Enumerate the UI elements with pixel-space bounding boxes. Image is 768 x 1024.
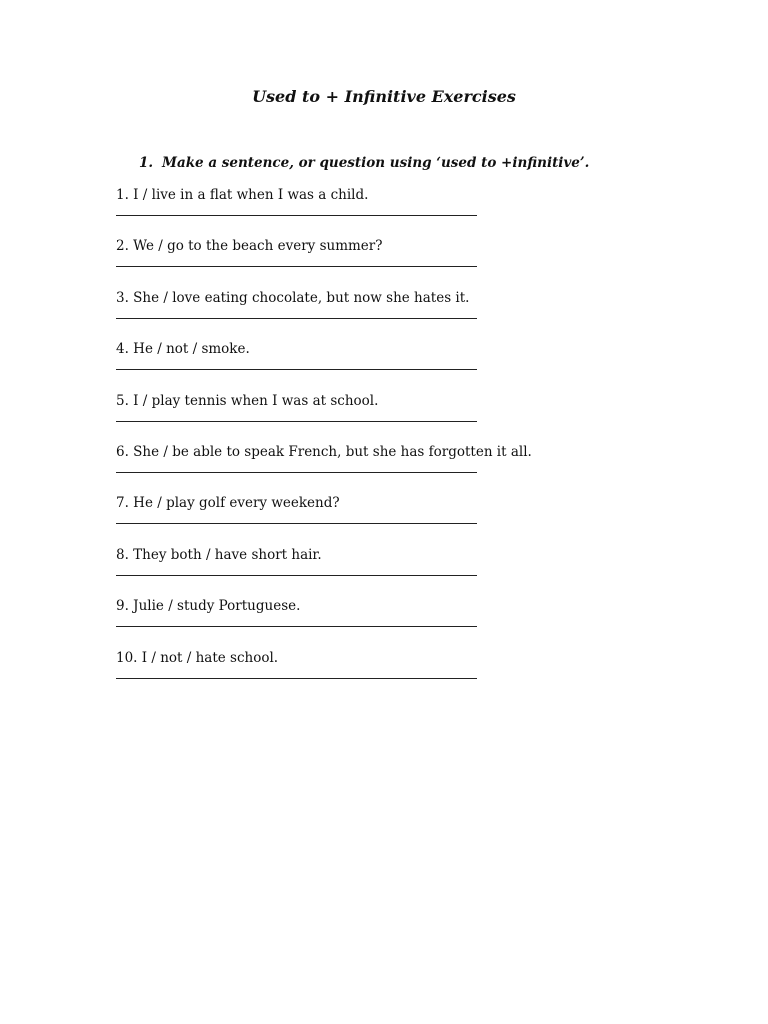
exercise-prompt: 4. He / not / smoke. bbox=[116, 341, 250, 358]
exercise-item bbox=[116, 545, 676, 596]
answer-line[interactable] bbox=[116, 523, 477, 524]
exercise-prompt: 9. Julie / study Portuguese. bbox=[116, 598, 301, 615]
answer-line[interactable] bbox=[116, 369, 477, 370]
exercise-item bbox=[116, 339, 676, 390]
exercise-prompt: 1. I / live in a flat when I was a child. bbox=[116, 187, 369, 203]
exercise-instruction bbox=[139, 153, 589, 173]
exercise-item bbox=[116, 648, 676, 699]
exercise-prompt: 7. He / play golf every weekend? bbox=[116, 495, 340, 512]
exercise-prompt: 3. She / love eating chocolate, but now she hates it. bbox=[116, 289, 470, 306]
worksheet-title: Used to + Infinitive Exercises bbox=[252, 87, 516, 106]
answer-line[interactable] bbox=[116, 421, 477, 422]
exercise-item bbox=[116, 596, 676, 647]
exercise-item bbox=[116, 288, 676, 339]
exercise-item bbox=[116, 236, 676, 287]
exercise-prompt: 10. I / not / hate school. bbox=[116, 649, 279, 666]
instruction-text: Make a sentence, or question using ‘used to +infinitive’. bbox=[162, 155, 590, 171]
exercise-prompt: 8. They both / have short hair. bbox=[116, 546, 322, 563]
exercise-prompt: 2. We / go to the beach every summer? bbox=[116, 238, 383, 255]
exercise-prompt: 5. I / play tennis when I was at school. bbox=[116, 392, 379, 409]
instruction-number: 1. bbox=[139, 155, 154, 171]
answer-line[interactable] bbox=[116, 266, 477, 267]
exercise-item bbox=[116, 185, 676, 236]
exercise-list bbox=[116, 185, 676, 699]
exercise-item bbox=[116, 493, 676, 544]
exercise-item bbox=[116, 442, 676, 493]
exercise-item bbox=[116, 391, 676, 442]
exercise-prompt: 6. She / be able to speak French, but she has forgotten it all. bbox=[116, 443, 532, 460]
answer-line[interactable] bbox=[116, 215, 477, 216]
answer-line[interactable] bbox=[116, 626, 477, 627]
answer-line[interactable] bbox=[116, 472, 477, 473]
answer-line[interactable] bbox=[116, 575, 477, 576]
answer-line[interactable] bbox=[116, 678, 477, 679]
answer-line[interactable] bbox=[116, 318, 477, 319]
